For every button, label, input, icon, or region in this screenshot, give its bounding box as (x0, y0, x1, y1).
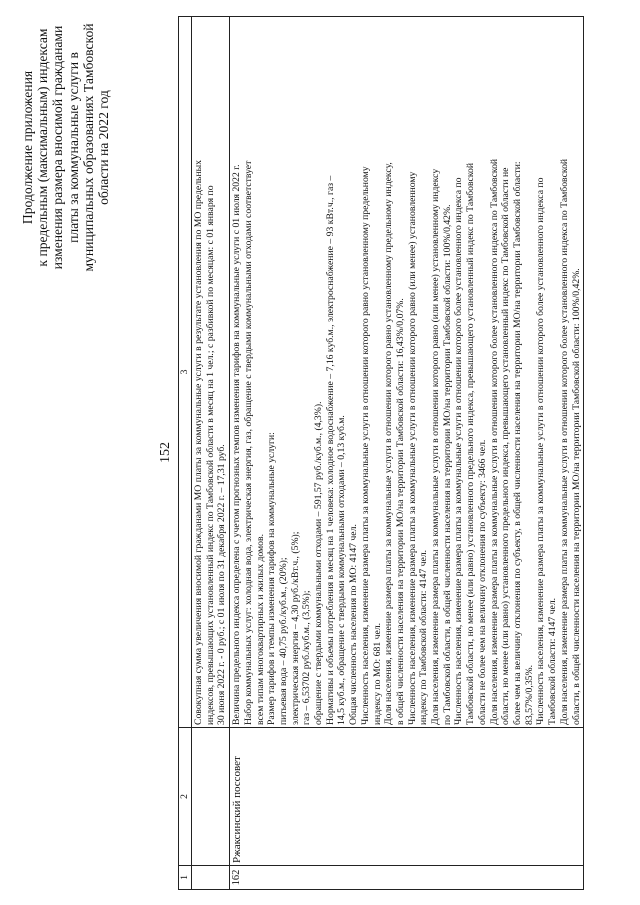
text-line: Нормативы и объемы потребления в месяц на 1 человека: холодное водоснабжение – 7,16 куб.м., электроснабжение – 93 кВт.ч., газ – (324, 175, 336, 725)
text-line: Общая численность населения по МО: 4147 чел. (348, 524, 360, 725)
table-header-row (179, 17, 192, 890)
heading-line: Продолжение приложения (20, 70, 35, 225)
mo-name-cell: Ржаксинский поссовет (230, 728, 584, 866)
page-number: 152 (158, 442, 173, 463)
description-cell (192, 17, 230, 728)
text-line: Численность населения, изменение размера платы за коммунальные услуги в отношении которого более установленного индекса по (453, 177, 465, 725)
text-line: индексу по Тамбовской области: 4147 чел. (418, 549, 430, 725)
heading-line: к предельным (максимальным) индексам (35, 28, 51, 267)
table-row-continued (192, 17, 230, 890)
text-line: по Тамбовской области, в общей численности населения на территории МО/на территории Тамбовской области: 100%/0,42%. (441, 204, 453, 725)
text-line: обращение с твердыми коммунальными отходами – 591,57 руб./куб.м., (4,3%). (313, 401, 325, 725)
text-line: Величина предельного индекса определена с учетом прогнозных темпов изменения тарифов на коммунальные услуги с 01 июля 2022 г. (231, 164, 243, 725)
text-line: Численность населения, изменение размера платы за коммунальные услуги в отношении которого более установленного индекса по (535, 177, 547, 725)
column-header: 2 (179, 728, 192, 866)
heading-line: изменения размера вносимой гражданами (50, 25, 66, 270)
text-line: Тамбовской области: 4147 чел. (547, 597, 559, 725)
row-number-cell (192, 866, 230, 890)
heading-line: платы за коммунальные услуги в (65, 52, 81, 243)
text-line: 30 июня 2022 г. - 0 руб.; с 01 июля по 31 декабря 2022 г. – 17,31 руб. (216, 444, 228, 725)
description-cell (230, 17, 584, 728)
text-line: индексов, превышающих установленный индекс по Тамбовской области в месяц на 1 чел.; с разбивкой по месяцам: с 01 января по (204, 185, 216, 725)
text-line: Тамбовской области, но менее (или равно) установленного предельного индекса, превышающего установленный индекс по Тамбовской (465, 162, 477, 725)
text-line: в общей численности населения на территории МО/на территории Тамбовской области: 16,43%/0,07%. (394, 298, 406, 725)
column-header: 3 (179, 17, 192, 728)
text-line: более чем на величину отклонения по субъекту, в общей численности населения на территории МО/на территории Тамбовской области: (511, 161, 523, 725)
text-line: Совокупная сумма увеличения вносимой гражданами МО платы за коммунальные услуги в результате установления по МО предельных (193, 160, 204, 725)
text-line: электрическая энергия – 4,30 руб./кВт.ч., (5%); (289, 531, 301, 725)
mo-name-cell (192, 728, 230, 866)
row-number-cell: 162 (230, 866, 584, 890)
text-line: 14,5 куб.м., обращение с твердыми коммунальными отходами – 0,13 куб.м. (336, 415, 348, 725)
table-row (230, 17, 584, 890)
text-line: индексу по МО: 681 чел. (371, 622, 383, 725)
text-line: Численность населения, изменение размера платы за коммунальные услуги в отношении которого равно (или менее) установленному (406, 171, 418, 725)
text-line: Доля населения, изменение размера платы за коммунальные услуги в отношении которого более установленного индекса по Тамбовской (488, 158, 500, 725)
heading-line: муниципальных образованиях Тамбовской (80, 23, 96, 272)
text-line: области, но менее (или равно) установленного предельного индекса, превышающего установленный индекс по Тамбовской области не (500, 167, 512, 725)
text-line: Набор коммунальных услуг: холодная вода, электрическая энергия, газ, обращение с твердыми коммунальными отходами соответствует (242, 160, 254, 725)
appendix-heading (20, 15, 111, 280)
text-line: области, в общей численности населения на территории МО/на территории Тамбовской области: 100%/0,42%. (570, 268, 582, 725)
text-line: Размер тарифов и темпы изменения тарифов на коммунальные услуги: (266, 432, 278, 725)
text-line: области не более чем на величину отклонения по субъекту: 3466 чел. (476, 439, 488, 725)
heading-line: области на 2022 год (96, 90, 112, 205)
indices-table (178, 16, 584, 890)
text-line: 83,57%/0,35%. (523, 664, 535, 725)
text-line: всем типам многоквартирных и жилых домов. (254, 533, 266, 725)
text-line: газ – 6,53702 руб./куб.м., (3,5%); (301, 590, 313, 725)
text-line: питьевая вода – 40,75 руб./куб.м., (20%); (277, 557, 289, 725)
text-line: Доля населения, изменение размера платы за коммунальные услуги в отношении которого равно установленному предельному индексу, (383, 162, 395, 725)
text-line: Доля населения, изменение размера платы за коммунальные услуги в отношении которого равно (или менее) установленному индексу (430, 168, 442, 725)
text-line: Доля населения, изменение размера платы за коммунальные услуги в отношении которого более установленного индекса по Тамбовской (558, 158, 570, 725)
text-line: Численность населения, изменение размера платы за коммунальные услуги в отношении которого равно установленному предельному (359, 166, 371, 725)
column-header: 1 (179, 866, 192, 890)
